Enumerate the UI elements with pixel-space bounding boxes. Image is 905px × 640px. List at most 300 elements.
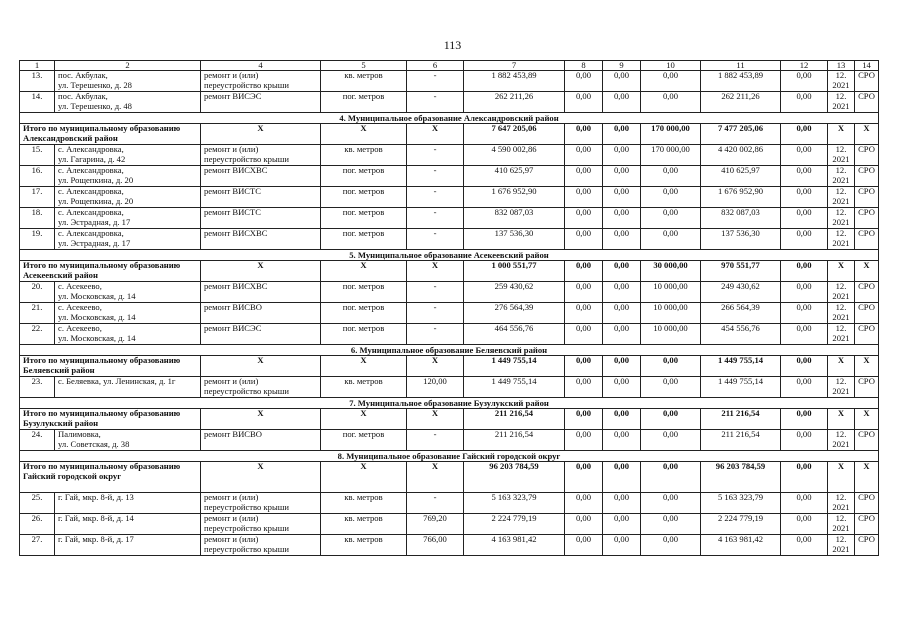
subtotal-value: X (321, 409, 407, 430)
column-number-cell: 2 (55, 61, 201, 71)
subtotal-value: X (407, 124, 464, 145)
table-cell: 12. 2021 (828, 92, 855, 113)
table-cell: пос. Акбулак, ул. Терешенко, д. 28 (55, 71, 201, 92)
table-cell: 0,00 (565, 229, 603, 250)
table-row (20, 324, 879, 345)
table-cell: 12. 2021 (828, 282, 855, 303)
subtotal-value: X (407, 261, 464, 282)
subtotal-value: X (828, 462, 855, 493)
table-cell: 0,00 (641, 71, 701, 92)
table-cell: пог. метров (321, 282, 407, 303)
table-cell: - (407, 430, 464, 451)
column-number-cell: 6 (407, 61, 464, 71)
subtotal-value: 0,00 (603, 462, 641, 493)
table-cell: с. Асекеево, ул. Московская, д. 14 (55, 282, 201, 303)
table-cell: ремонт ВИСВО (201, 430, 321, 451)
row-number: 20. (20, 282, 55, 303)
table-cell: 266 564,39 (701, 303, 781, 324)
subtotal-value: 0,00 (565, 409, 603, 430)
table-cell: 0,00 (781, 377, 828, 398)
table-cell: 0,00 (603, 145, 641, 166)
subtotal-value: X (828, 124, 855, 145)
subtotal-row (20, 409, 879, 430)
table-row (20, 430, 879, 451)
subtotal-value: 0,00 (565, 356, 603, 377)
column-number-cell: 7 (464, 61, 565, 71)
subtotal-value: X (855, 462, 879, 493)
table-cell: 0,00 (781, 208, 828, 229)
subtotal-value: 0,00 (781, 356, 828, 377)
table-cell: СРО (855, 430, 879, 451)
table-cell: 0,00 (641, 187, 701, 208)
table-cell: 0,00 (641, 493, 701, 514)
table-cell: 0,00 (603, 282, 641, 303)
subtotal-value: X (855, 356, 879, 377)
table-row (20, 514, 879, 535)
table-cell: 832 087,03 (464, 208, 565, 229)
table-row (20, 377, 879, 398)
table-cell: 0,00 (781, 535, 828, 556)
column-number-cell: 12 (781, 61, 828, 71)
row-number: 27. (20, 535, 55, 556)
table-cell: г. Гай, мкр. 8-й, д. 17 (55, 535, 201, 556)
subtotal-label: Итого по муниципальному образованию Беляевский район (20, 356, 201, 377)
subtotal-value: 0,00 (781, 409, 828, 430)
subtotal-value: 970 551,77 (701, 261, 781, 282)
table-cell: - (407, 145, 464, 166)
table-cell: ремонт ВИСХВС (201, 282, 321, 303)
table-cell: - (407, 187, 464, 208)
table-cell: кв. метров (321, 535, 407, 556)
subtotal-value: 30 000,00 (641, 261, 701, 282)
table-cell: СРО (855, 282, 879, 303)
table-cell: 249 430,62 (701, 282, 781, 303)
table-cell: 4 420 002,86 (701, 145, 781, 166)
subtotal-value: X (828, 356, 855, 377)
table-cell: пос. Акбулак, ул. Терешенко, д. 48 (55, 92, 201, 113)
section-title: 5. Муниципальное образование Асекеевский район (20, 250, 879, 261)
table-cell: 10 000,00 (641, 324, 701, 345)
table-cell: 0,00 (565, 514, 603, 535)
table-cell: СРО (855, 208, 879, 229)
table-cell: 1 882 453,89 (701, 71, 781, 92)
table-cell: кв. метров (321, 514, 407, 535)
table-cell: ремонт ВИСХВС (201, 166, 321, 187)
section-title: 6. Муниципальное образование Беляевский район (20, 345, 879, 356)
table-cell: 0,00 (641, 208, 701, 229)
table-cell: - (407, 92, 464, 113)
table-cell: с. Асекеево, ул. Московская, д. 14 (55, 303, 201, 324)
table-cell: 0,00 (603, 514, 641, 535)
row-number: 13. (20, 71, 55, 92)
table-cell: 0,00 (565, 377, 603, 398)
table-cell: с. Асекеево, ул. Московская, д. 14 (55, 324, 201, 345)
row-number: 17. (20, 187, 55, 208)
table-cell: 262 211,26 (464, 92, 565, 113)
table-cell: 137 536,30 (464, 229, 565, 250)
table-cell: 464 556,76 (464, 324, 565, 345)
subtotal-value: X (201, 409, 321, 430)
table-row (20, 92, 879, 113)
subtotal-label: Итого по муниципальному образованию Гайский городской округ (20, 462, 201, 493)
subtotal-value: 0,00 (641, 409, 701, 430)
row-number: 16. (20, 166, 55, 187)
table-cell: 454 556,76 (701, 324, 781, 345)
table-cell: 12. 2021 (828, 324, 855, 345)
table-row (20, 166, 879, 187)
table-cell: 5 163 323,79 (701, 493, 781, 514)
column-number-row (20, 61, 879, 71)
table-cell: СРО (855, 377, 879, 398)
table-cell: 211 216,54 (701, 430, 781, 451)
table-row (20, 71, 879, 92)
table-cell: 0,00 (781, 71, 828, 92)
table-cell: 0,00 (565, 282, 603, 303)
subtotal-value: X (321, 261, 407, 282)
table-cell: СРО (855, 166, 879, 187)
table-cell: 12. 2021 (828, 229, 855, 250)
table-cell: 0,00 (603, 208, 641, 229)
subtotal-value: 1 449 755,14 (464, 356, 565, 377)
table-cell: 0,00 (603, 535, 641, 556)
table-cell: с. Александровка, ул. Рощепкина, д. 20 (55, 187, 201, 208)
table-cell: 0,00 (641, 92, 701, 113)
subtotal-value: 0,00 (641, 462, 701, 493)
table-cell: СРО (855, 324, 879, 345)
row-number: 22. (20, 324, 55, 345)
table-cell: - (407, 166, 464, 187)
table-cell: ремонт ВИСХВС (201, 229, 321, 250)
subtotal-label: Итого по муниципальному образованию Александровский район (20, 124, 201, 145)
table-cell: 0,00 (781, 303, 828, 324)
subtotal-value: 211 216,54 (701, 409, 781, 430)
table-cell: 10 000,00 (641, 282, 701, 303)
table-cell: 0,00 (565, 187, 603, 208)
subtotal-value: 0,00 (781, 261, 828, 282)
table-cell: ремонт ВИСТС (201, 208, 321, 229)
table-cell: 0,00 (565, 493, 603, 514)
page-number: 113 (443, 38, 462, 52)
subtotal-value: 7 647 205,06 (464, 124, 565, 145)
table-cell: ремонт ВИСЭС (201, 324, 321, 345)
table-cell: ремонт ВИСТС (201, 187, 321, 208)
table-cell: 0,00 (781, 92, 828, 113)
subtotal-value: 211 216,54 (464, 409, 565, 430)
table-cell: пог. метров (321, 229, 407, 250)
table-cell: 211 216,54 (464, 430, 565, 451)
table-cell: пог. метров (321, 166, 407, 187)
table-row (20, 303, 879, 324)
table-cell: 1 882 453,89 (464, 71, 565, 92)
table-cell: 276 564,39 (464, 303, 565, 324)
subtotal-value: X (201, 261, 321, 282)
section-title: 8. Муниципальное образование Гайский городской округ (20, 451, 879, 462)
table-cell: 0,00 (641, 514, 701, 535)
table-cell: 0,00 (565, 92, 603, 113)
table-cell: - (407, 208, 464, 229)
table-cell: 12. 2021 (828, 145, 855, 166)
table-cell: пог. метров (321, 324, 407, 345)
subtotal-value: X (321, 124, 407, 145)
subtotal-value: 0,00 (603, 409, 641, 430)
subtotal-value: 0,00 (565, 261, 603, 282)
table-cell: 0,00 (603, 430, 641, 451)
table-cell: 170 000,00 (641, 145, 701, 166)
subtotal-value: 96 203 784,59 (464, 462, 565, 493)
table-cell: СРО (855, 187, 879, 208)
column-number-cell: 14 (855, 61, 879, 71)
table-cell: 10 000,00 (641, 303, 701, 324)
table-cell: 1 449 755,14 (464, 377, 565, 398)
table-cell: пог. метров (321, 303, 407, 324)
table-cell: 0,00 (781, 493, 828, 514)
table-cell: 262 211,26 (701, 92, 781, 113)
table-cell: 0,00 (641, 377, 701, 398)
table-cell: 1 449 755,14 (701, 377, 781, 398)
subtotal-row (20, 462, 879, 493)
subtotal-label: Итого по муниципальному образованию Асекеевский район (20, 261, 201, 282)
table-cell: 2 224 779,19 (701, 514, 781, 535)
table-cell: СРО (855, 92, 879, 113)
table-cell: 0,00 (603, 377, 641, 398)
section-header-row (20, 113, 879, 124)
table-cell: 0,00 (781, 187, 828, 208)
table-cell: 0,00 (565, 166, 603, 187)
section-title: 7. Муниципальное образование Бузулукский район (20, 398, 879, 409)
subtotal-value: 170 000,00 (641, 124, 701, 145)
table-cell: 259 430,62 (464, 282, 565, 303)
subtotal-value: 0,00 (603, 261, 641, 282)
table-cell: 4 163 981,42 (701, 535, 781, 556)
table-cell: 0,00 (603, 166, 641, 187)
section-title: 4. Муниципальное образование Александровский район (20, 113, 879, 124)
table-cell: - (407, 282, 464, 303)
column-number-cell: 5 (321, 61, 407, 71)
section-header-row (20, 345, 879, 356)
subtotal-value: X (407, 409, 464, 430)
section-header-row (20, 398, 879, 409)
table-cell: пог. метров (321, 208, 407, 229)
table-cell: - (407, 229, 464, 250)
table-cell: г. Гай, мкр. 8-й, д. 14 (55, 514, 201, 535)
table-row (20, 145, 879, 166)
subtotal-value: X (201, 124, 321, 145)
table-cell: 410 625,97 (701, 166, 781, 187)
row-number: 15. (20, 145, 55, 166)
table-cell: СРО (855, 145, 879, 166)
table-cell: 12. 2021 (828, 493, 855, 514)
table-cell: ремонт и (или) переустройство крыши (201, 514, 321, 535)
table-cell: 12. 2021 (828, 377, 855, 398)
row-number: 23. (20, 377, 55, 398)
column-number-cell: 1 (20, 61, 55, 71)
table-cell: 0,00 (603, 324, 641, 345)
subtotal-value: 0,00 (565, 462, 603, 493)
row-number: 24. (20, 430, 55, 451)
table-cell: 1 676 952,90 (464, 187, 565, 208)
table-cell: 410 625,97 (464, 166, 565, 187)
table-cell: 137 536,30 (701, 229, 781, 250)
row-number: 21. (20, 303, 55, 324)
column-number-cell: 11 (701, 61, 781, 71)
table-cell: ремонт и (или) переустройство крыши (201, 71, 321, 92)
row-number: 26. (20, 514, 55, 535)
table-cell: 0,00 (565, 535, 603, 556)
row-number: 14. (20, 92, 55, 113)
table-row (20, 535, 879, 556)
table-cell: г. Гай, мкр. 8-й, д. 13 (55, 493, 201, 514)
subtotal-value: X (828, 261, 855, 282)
subtotal-value: X (321, 462, 407, 493)
subtotal-value: 0,00 (641, 356, 701, 377)
table-cell: 0,00 (565, 324, 603, 345)
subtotal-label: Итого по муниципальному образованию Бузулукский район (20, 409, 201, 430)
subtotal-value: X (407, 356, 464, 377)
table-cell: - (407, 324, 464, 345)
table-cell: 0,00 (641, 430, 701, 451)
table-cell: 0,00 (603, 92, 641, 113)
table-cell: 0,00 (603, 229, 641, 250)
table-cell: пог. метров (321, 92, 407, 113)
table-cell: 12. 2021 (828, 430, 855, 451)
table-cell: - (407, 493, 464, 514)
column-number-cell: 8 (565, 61, 603, 71)
subtotal-value: 1 449 755,14 (701, 356, 781, 377)
table-cell: 0,00 (781, 514, 828, 535)
table-row (20, 493, 879, 514)
subtotal-value: X (855, 261, 879, 282)
subtotal-value: 0,00 (565, 124, 603, 145)
subtotal-value: 0,00 (781, 462, 828, 493)
section-header-row (20, 250, 879, 261)
subtotal-value: X (855, 124, 879, 145)
row-number: 18. (20, 208, 55, 229)
table-cell: с. Александровка, ул. Гагарина, д. 42 (55, 145, 201, 166)
table-cell: 0,00 (565, 208, 603, 229)
table-cell: - (407, 303, 464, 324)
table-cell: 0,00 (641, 535, 701, 556)
table-cell: 5 163 323,79 (464, 493, 565, 514)
table-row (20, 229, 879, 250)
table-row (20, 187, 879, 208)
table-row (20, 282, 879, 303)
table-cell: 0,00 (603, 71, 641, 92)
table-cell: кв. метров (321, 145, 407, 166)
table-cell: ремонт и (или) переустройство крыши (201, 145, 321, 166)
table-cell: 0,00 (781, 145, 828, 166)
subtotal-value: 0,00 (603, 356, 641, 377)
table-cell: с. Александровка, ул. Эстрадная, д. 17 (55, 208, 201, 229)
section-header-row (20, 451, 879, 462)
table-cell: 4 590 002,86 (464, 145, 565, 166)
subtotal-value: 1 000 551,77 (464, 261, 565, 282)
table-cell: ремонт ВИСВО (201, 303, 321, 324)
subtotal-row (20, 261, 879, 282)
table-cell: СРО (855, 229, 879, 250)
capital-repair-table (19, 60, 879, 556)
table-cell: 0,00 (781, 430, 828, 451)
table-cell: 0,00 (781, 324, 828, 345)
table-cell: 1 676 952,90 (701, 187, 781, 208)
table-cell: 0,00 (603, 493, 641, 514)
table-cell: 832 087,03 (701, 208, 781, 229)
table-cell: 0,00 (781, 282, 828, 303)
table-cell: кв. метров (321, 377, 407, 398)
table-cell: СРО (855, 535, 879, 556)
table-cell: 0,00 (641, 166, 701, 187)
table-cell: кв. метров (321, 71, 407, 92)
table-cell: 0,00 (565, 145, 603, 166)
table-cell: 4 163 981,42 (464, 535, 565, 556)
subtotal-value: 0,00 (781, 124, 828, 145)
table-cell: 0,00 (781, 166, 828, 187)
table-cell: 12. 2021 (828, 514, 855, 535)
table-cell: ремонт ВИСЭС (201, 92, 321, 113)
column-number-cell: 10 (641, 61, 701, 71)
subtotal-value: 96 203 784,59 (701, 462, 781, 493)
subtotal-value: 0,00 (603, 124, 641, 145)
table-cell: СРО (855, 514, 879, 535)
table-row (20, 208, 879, 229)
table-cell: 120,00 (407, 377, 464, 398)
table-cell: 0,00 (565, 71, 603, 92)
table-cell: ремонт и (или) переустройство крыши (201, 377, 321, 398)
subtotal-value: X (201, 356, 321, 377)
table-cell: 0,00 (603, 187, 641, 208)
subtotal-value: X (321, 356, 407, 377)
table-cell: СРО (855, 493, 879, 514)
table-cell: 0,00 (565, 303, 603, 324)
table-cell: ремонт и (или) переустройство крыши (201, 535, 321, 556)
table-cell: с. Александровка, ул. Эстрадная, д. 17 (55, 229, 201, 250)
table-cell: Палимовка, ул. Советская, д. 38 (55, 430, 201, 451)
subtotal-row (20, 356, 879, 377)
table-cell: 0,00 (603, 303, 641, 324)
table-cell: 12. 2021 (828, 187, 855, 208)
subtotal-row (20, 124, 879, 145)
subtotal-value: X (407, 462, 464, 493)
subtotal-value: X (201, 462, 321, 493)
table-cell: 12. 2021 (828, 71, 855, 92)
table-cell: 12. 2021 (828, 303, 855, 324)
subtotal-value: X (828, 409, 855, 430)
table-cell: с. Александровка, ул. Рощепкина, д. 20 (55, 166, 201, 187)
table-cell: пог. метров (321, 430, 407, 451)
column-number-cell: 4 (201, 61, 321, 71)
table-cell: 12. 2021 (828, 208, 855, 229)
subtotal-value: X (855, 409, 879, 430)
table-cell: 0,00 (565, 430, 603, 451)
subtotal-value: 7 477 205,06 (701, 124, 781, 145)
table-cell: 2 224 779,19 (464, 514, 565, 535)
table-cell: 0,00 (641, 229, 701, 250)
table-cell: 0,00 (781, 229, 828, 250)
table-cell: СРО (855, 303, 879, 324)
table-cell: с. Беляевка, ул. Ленинская, д. 1г (55, 377, 201, 398)
table-cell: кв. метров (321, 493, 407, 514)
row-number: 19. (20, 229, 55, 250)
row-number: 25. (20, 493, 55, 514)
table-cell: 769,20 (407, 514, 464, 535)
column-number-cell: 9 (603, 61, 641, 71)
table-cell: - (407, 71, 464, 92)
table-cell: пог. метров (321, 187, 407, 208)
table-cell: 12. 2021 (828, 166, 855, 187)
table-cell: СРО (855, 71, 879, 92)
table-cell: 766,00 (407, 535, 464, 556)
table-cell: ремонт и (или) переустройство крыши (201, 493, 321, 514)
column-number-cell: 13 (828, 61, 855, 71)
